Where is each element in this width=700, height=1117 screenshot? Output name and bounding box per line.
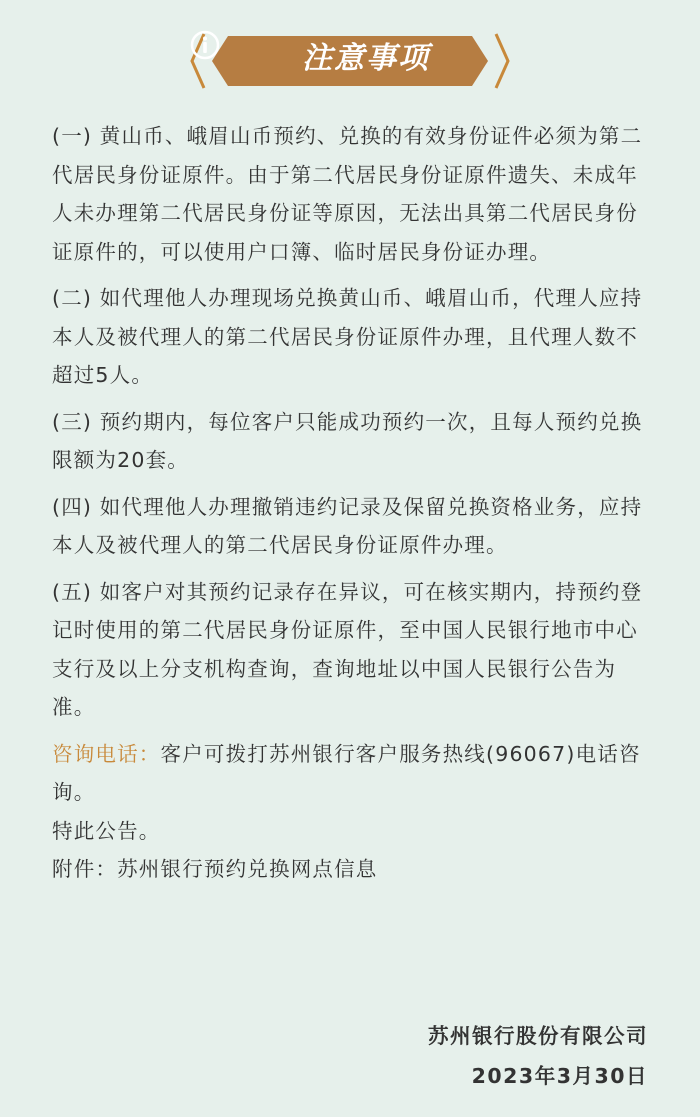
note-item-2: (二) 如代理他人办理现场兑换黄山币、峨眉山币，代理人应持本人及被代理人的第二代居民身份证原件办理，且代理人数不超过5人。: [52, 286, 643, 387]
signature-organization: 苏州银行股份有限公司: [428, 1024, 648, 1048]
signature-date: 2023年3月30日: [471, 1064, 648, 1088]
contact-text: 客户可拨打苏州银行客户服务热线(96067)电话咨询。: [52, 741, 641, 804]
note-item-1: (一) 黄山币、峨眉山币预约、兑换的有效身份证件必须为第二代居民身份证原件。由于第二代居民身份证原件遗失、未成年人未办理第二代居民身份证等原因，无法出具第二代居民身份证原件的，可以使用户口簿、临时居民身份证办理。: [52, 124, 643, 264]
signature-block: [428, 1016, 648, 1096]
section-title: 注意事项: [302, 41, 430, 76]
notice-body: [52, 117, 652, 889]
contact-line: [52, 735, 652, 812]
section-header-banner: [190, 30, 510, 92]
note-item-4: (四) 如代理他人办理撤销违约记录及保留兑换资格业务，应持本人及被代理人的第二代居民身份证原件办理。: [52, 494, 643, 557]
contact-label: 咨询电话：: [52, 741, 161, 766]
note-item-5: (五) 如客户对其预约记录存在异议，可在核实期内，持预约登记时使用的第二代居民身份证原件，至中国人民银行地市中心支行及以上分支机构查询，查询地址以中国人民银行公告为准。: [52, 579, 643, 719]
closing-text: 特此公告。: [52, 818, 161, 843]
note-item-3: (三) 预约期内，每位客户只能成功预约一次，且每人预约兑换限额为20套。: [52, 409, 643, 472]
info-icon: [190, 30, 220, 60]
attachment-text: 附件：苏州银行预约兑换网点信息: [52, 857, 378, 881]
